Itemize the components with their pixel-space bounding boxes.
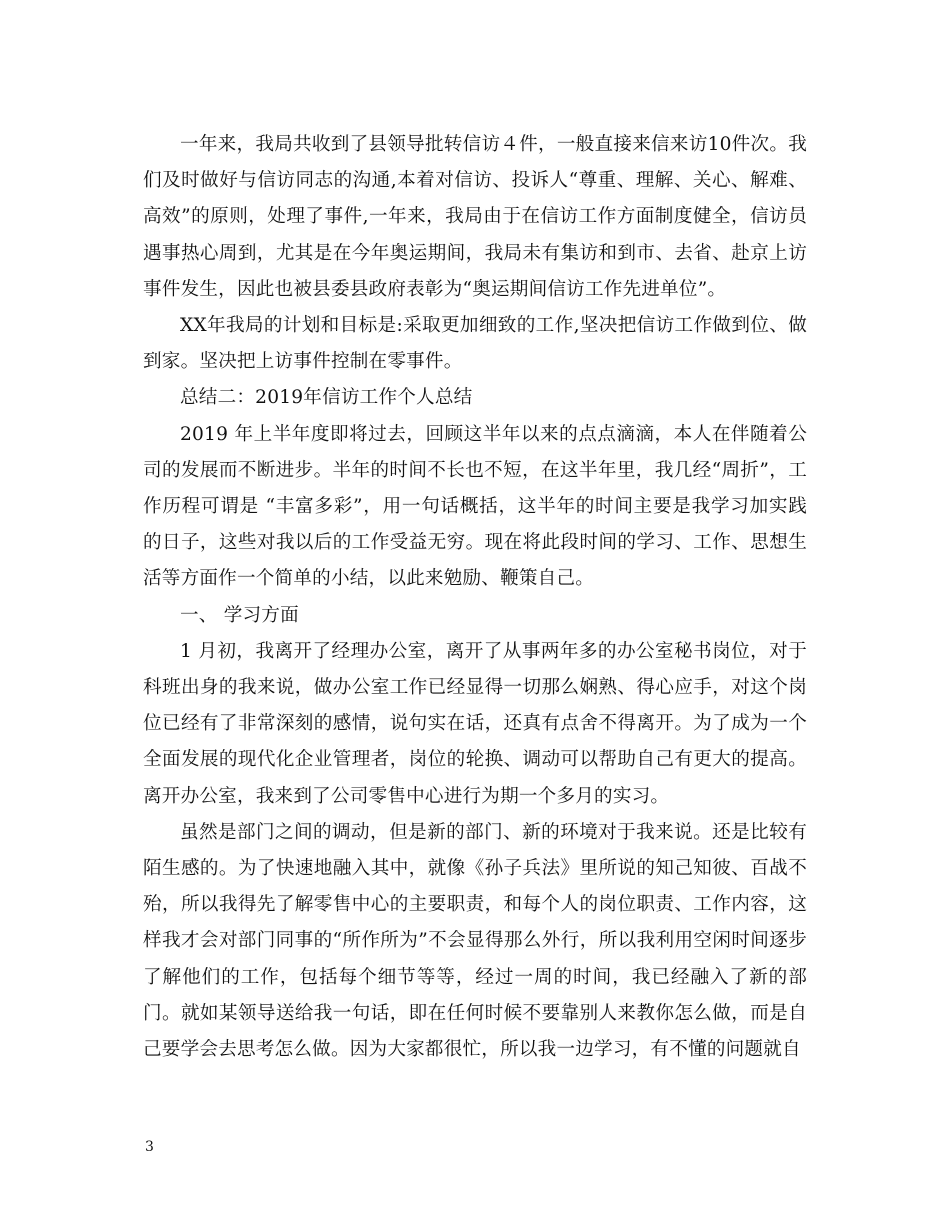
- document-body: [143, 127, 807, 1068]
- section-title-summary-two: 总结二：2019年信访工作个人总结: [180, 387, 473, 409]
- paragraph-new-department: 虽然是部门之间的调动，但是新的部门、新的环境对于我来说。还是比较有陌生感的。为了快速地融入其中，就像《孙子兵法》里所说的知己知彼、百战不殆，所以我得先了解零售中心的主要职责，和每个人的岗位职责、工作内容，这样我才会对部门同事的“所作所为”不会显得那么外行，所以我利用空闲时间逐步了解他们的工作，包括每个细节等等，经过一周的时间，我已经融入了新的部门。就如某领导送给我一句话，即在任何时候不要靠别人来教你怎么做，而是自己要学会去思考怎么做。因为大家都很忙，所以我一边学习，有不懂的问题就自: [143, 821, 807, 1061]
- section-heading-study: 一、 学习方面: [180, 604, 299, 626]
- paragraph-half-year-review: 2019 年上半年度即将过去，回顾这半年以来的点点滴滴，本人在伴随着公司的发展而不断进步。半年的时间不长也不短，在这半年里，我几经“周折”，工作历程可谓是 “丰富多彩”，用一句话概括，这半年的时间主要是我学习加实践的日子，这些对我以后的工作受益无穷。现在将此段时间的学习、工作、思想生活等方面作一个简单的小结，以此来勉励、鞭策自己。: [143, 423, 807, 590]
- page-number: 3: [145, 1139, 154, 1155]
- paragraph-plan-goals: XX年我局的计划和目标是:采取更加细致的工作,坚决把信访工作做到位、做到家。坚决把上访事件控制在零事件。: [143, 315, 807, 373]
- paragraph-job-transfer: 1 月初，我离开了经理办公室，离开了从事两年多的办公室秘书岗位，对于科班出身的我来说，做办公室工作已经显得一切那么娴熟、得心应手，对这个岗位已经有了非常深刻的感情，说句实在话，还真有点舍不得离开。为了成为一个全面发展的现代化企业管理者，岗位的轮换、调动可以帮助自己有更大的提高。离开办公室，我来到了公司零售中心进行为期一个多月的实习。: [143, 640, 807, 807]
- paragraph-petition-summary: 一年来，我局共收到了县领导批转信访４件，一般直接来信来访10件次。我们及时做好与信访同志的沟通,本着对信访、投诉人“尊重、理解、关心、解难、高效”的原则，处理了事件,一年来，我局由于在信访工作方面制度健全，信访员遇事热心周到，尤其是在今年奥运期间，我局未有集访和到市、去省、赴京上访事件发生，因此也被县委县政府表彰为“奥运期间信访工作先进单位”。: [143, 134, 807, 300]
